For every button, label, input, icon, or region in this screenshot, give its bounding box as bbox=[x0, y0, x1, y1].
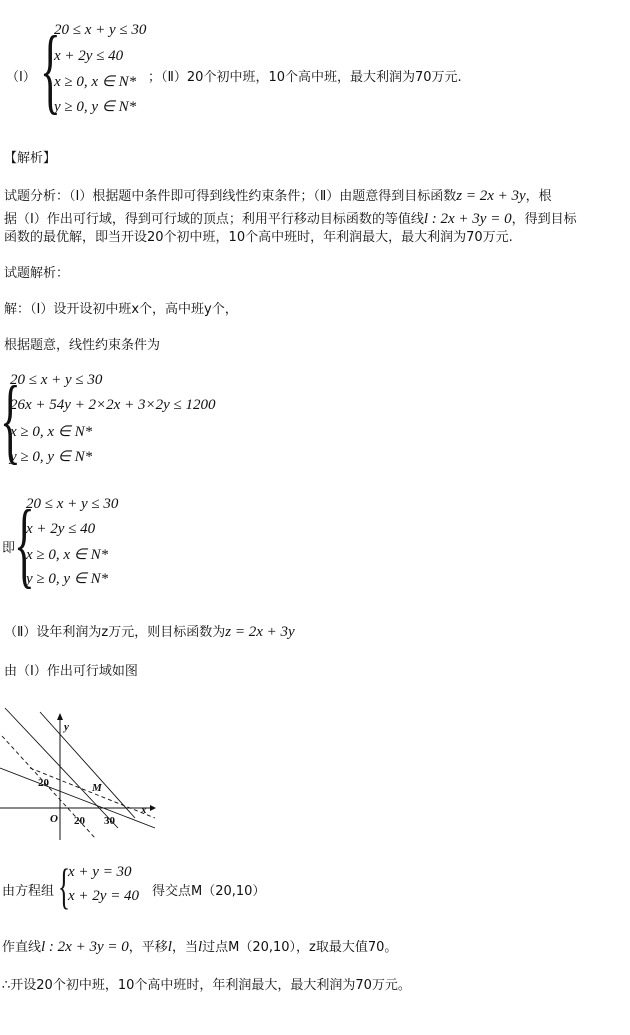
analysis-line-2-text: 据（Ⅰ）作出可行域，得到可行域的顶点；利用平行移动目标函数的等值线 bbox=[4, 212, 424, 227]
simplified-eq-3: x ≥ 0, x ∈ N* bbox=[26, 547, 109, 563]
equation-1: x + y = 30 bbox=[68, 864, 132, 880]
draw-line-prefix: 作直线 bbox=[2, 940, 42, 955]
analysis-line-1-tail: ，根 bbox=[525, 189, 552, 204]
equation-2: x + 2y = 40 bbox=[68, 888, 140, 904]
equation-result: 得交点M（20,10） bbox=[152, 884, 266, 899]
simplified-system: { 20 ≤ x + y ≤ 30 x + 2y ≤ 40 x ≥ 0, x ∈ N* y ≥ 0, y ∈ N* bbox=[14, 490, 119, 597]
analysis-line-1-text: 试题分析：（Ⅰ）根据题中条件即可得到线性约束条件；（Ⅱ）由题意得到目标函数 bbox=[4, 189, 457, 204]
solution-heading: 试题解析： bbox=[4, 266, 70, 281]
line-l-1: l bbox=[167, 939, 172, 955]
draw-line-equation: l : 2x + 3y = 0 bbox=[41, 939, 129, 955]
constraint-intro: 根据题意，线性约束条件为 bbox=[4, 338, 161, 353]
draw-line-text bbox=[2, 936, 397, 956]
answer-part2: ；（Ⅱ）20个初中班，10个高中班，最大利润为70万元. bbox=[148, 70, 462, 85]
level-line: l : 2x + 3y = 0 bbox=[423, 211, 512, 227]
analysis-line-1 bbox=[4, 185, 552, 205]
part2-text: （Ⅱ）设年利润为z万元，则目标函数为 bbox=[4, 625, 226, 640]
constraint-eq-2: 26x + 54y + 2×2x + 3×2y ≤ 1200 bbox=[10, 397, 216, 413]
analysis-line-3: 函数的最优解，即当开设20个初中班，10个高中班时，年利润最大，最大利润为70万元. bbox=[4, 230, 513, 245]
region-text: 由（Ⅰ）作出可行域如图 bbox=[4, 664, 138, 679]
constraint-eq-3: x ≥ 0, x ∈ N* bbox=[10, 424, 93, 440]
feasible-region-graph bbox=[0, 700, 165, 845]
equation-prefix: 由方程组 bbox=[2, 884, 55, 899]
part2-line bbox=[4, 621, 295, 641]
line-x-plus-y-20 bbox=[5, 708, 118, 828]
analysis-line-2-tail: ，得到目标 bbox=[511, 212, 577, 227]
objective-function: z = 2x + 3y bbox=[456, 188, 526, 204]
equation-system: { x + y = 30 x + 2y = 40 bbox=[58, 858, 140, 914]
draw-line-suffix: 过点M（20,10），z取最大值70。 bbox=[202, 940, 398, 955]
solution-intro: 解：（Ⅰ）设开设初中班x个，高中班y个， bbox=[4, 302, 238, 317]
draw-line-mid: ，平移 bbox=[128, 940, 168, 955]
answer-eq-4: y ≥ 0, y ∈ N* bbox=[54, 99, 137, 115]
simplified-eq-1: 20 ≤ x + y ≤ 30 bbox=[26, 496, 119, 512]
y-axis-label: y bbox=[64, 721, 69, 733]
x-tick-20: 20 bbox=[74, 815, 85, 827]
analysis-line-2 bbox=[4, 208, 577, 228]
x-tick-30: 30 bbox=[104, 815, 115, 827]
constraint-system: { 20 ≤ x + y ≤ 30 26x + 54y + 2×2x + 3×2y ≤ 1200 x ≥ 0, x ∈ N* y ≥ 0, y ∈ N* bbox=[0, 366, 216, 473]
answer-eq-3: x ≥ 0, x ∈ N* bbox=[54, 74, 137, 90]
ji-label: 即 bbox=[2, 541, 16, 556]
simplified-eq-2: x + 2y ≤ 40 bbox=[26, 521, 96, 537]
draw-line-mid2: ，当 bbox=[171, 940, 198, 955]
answer-part1-label: （Ⅰ） bbox=[6, 70, 36, 85]
simplified-eq-4: y ≥ 0, y ∈ N* bbox=[26, 571, 109, 587]
conclusion: ∴开设20个初中班，10个高中班时，年利润最大，最大利润为70万元。 bbox=[2, 978, 411, 993]
analysis-heading: 【解析】 bbox=[4, 151, 57, 166]
x-axis-arrow bbox=[150, 805, 156, 811]
x-axis-label: x bbox=[141, 804, 147, 816]
y-tick-20: 20 bbox=[38, 777, 49, 789]
point-m-label: M bbox=[92, 782, 102, 794]
constraint-eq-4: y ≥ 0, y ∈ N* bbox=[10, 449, 93, 465]
answer-eq-2: x + 2y ≤ 40 bbox=[54, 48, 124, 64]
answer-eq-1: 20 ≤ x + y ≤ 30 bbox=[54, 22, 147, 38]
y-axis-arrow bbox=[57, 713, 63, 720]
line-l-2: l bbox=[197, 939, 203, 955]
constraint-eq-1: 20 ≤ x + y ≤ 30 bbox=[10, 372, 103, 388]
origin-label: O bbox=[50, 813, 58, 825]
part2-objective: z = 2x + 3y bbox=[225, 624, 295, 640]
answer-system: { 20 ≤ x + y ≤ 30 x + 2y ≤ 40 x ≥ 0, x ∈ N* y ≥ 0, y ∈ N* bbox=[40, 16, 147, 123]
